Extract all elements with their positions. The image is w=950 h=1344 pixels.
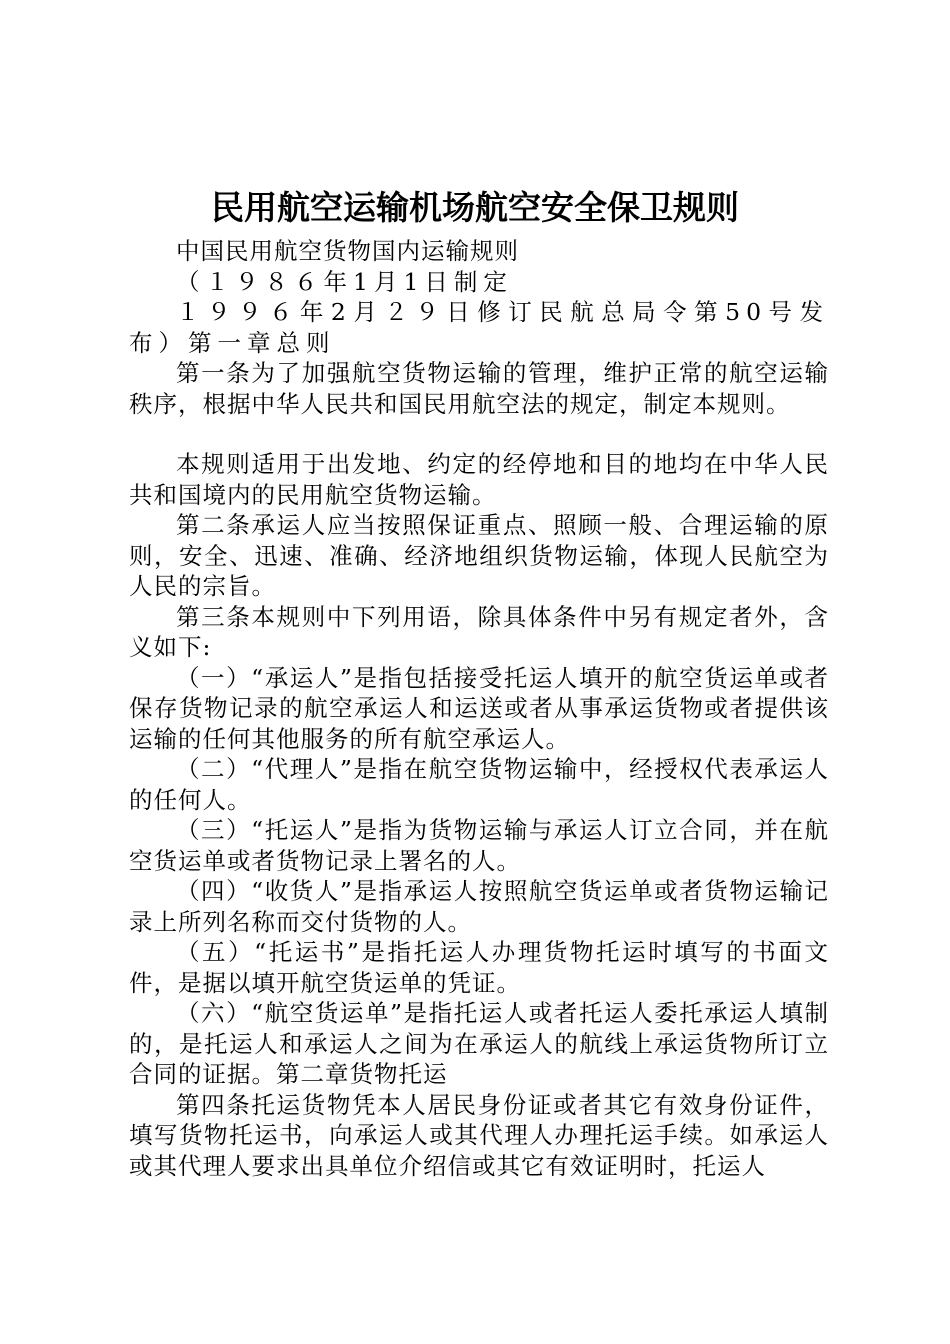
paragraph-definition-agent: （二）“代理人”是指在航空货物运输中，经授权代表承运人的任何人。 bbox=[129, 755, 829, 814]
paragraph-definition-consignee: （四）“收货人”是指承运人按照航空货运单或者货物运输记录上所列名称而交付货物的人。 bbox=[129, 877, 829, 936]
paragraph-article-4: 第四条托运货物凭本人居民身份证或者其它有效身份证件，填写货物托运书，向承运人或其代理人办理托运手续。如承运人或其代理人要求出具单位介绍信或其它有效证明时，托运人 bbox=[129, 1090, 829, 1180]
paragraph-definition-carrier: （一）“承运人”是指包括接受托运人填开的航空货运单或者保存货物记录的航空承运人和运送或者从事承运货物或者提供该运输的任何其他服务的所有航空承运人。 bbox=[129, 663, 829, 753]
paragraph-enactment-date: （１９８６年1月1日制定 bbox=[176, 267, 513, 296]
document-title: 民用航空运输机场航空安全保卫规则 bbox=[211, 188, 739, 227]
paragraph-definition-air-waybill: （六）“航空货运单”是指托运人或者托运人委托承运人填制的，是托运人和承运人之间为在承运人的航线上承运货物所订立合同的证据。第二章货物托运 bbox=[129, 999, 829, 1088]
paragraph-article-1: 第一条为了加强航空货物运输的管理，维护正常的航空运输秩序，根据中华人民共和国民用航空法的规定，制定本规则。 bbox=[129, 359, 829, 418]
paragraph-definition-shipper: （三）“托运人”是指为货物运输与承运人订立合同，并在航空货运单或者货物记录上署名的人。 bbox=[129, 816, 829, 875]
paragraph-definition-shipping-letter: （五）“托运书”是指托运人办理货物托运时填写的书面文件，是据以填开航空货运单的凭证。 bbox=[129, 938, 829, 997]
paragraph-regulation-name: 中国民用航空货物国内运输规则 bbox=[176, 237, 519, 265]
paragraph-scope: 本规则适用于出发地、约定的经停地和目的地均在中华人民共和国境内的民用航空货物运输。 bbox=[129, 450, 829, 509]
paragraph-revision-date: １９９６年2月２９日修订民航总局令第50号发布）第一章总则 bbox=[129, 298, 829, 357]
paragraph-article-2: 第二条承运人应当按照保证重点、照顾一般、合理运输的原则，安全、迅速、准确、经济地组织货物运输，体现人民航空为人民的宗旨。 bbox=[129, 511, 829, 600]
paragraph-article-3: 第三条本规则中下列用语，除具体条件中另有规定者外，含义如下: bbox=[129, 602, 829, 661]
document-body bbox=[129, 236, 829, 1181]
